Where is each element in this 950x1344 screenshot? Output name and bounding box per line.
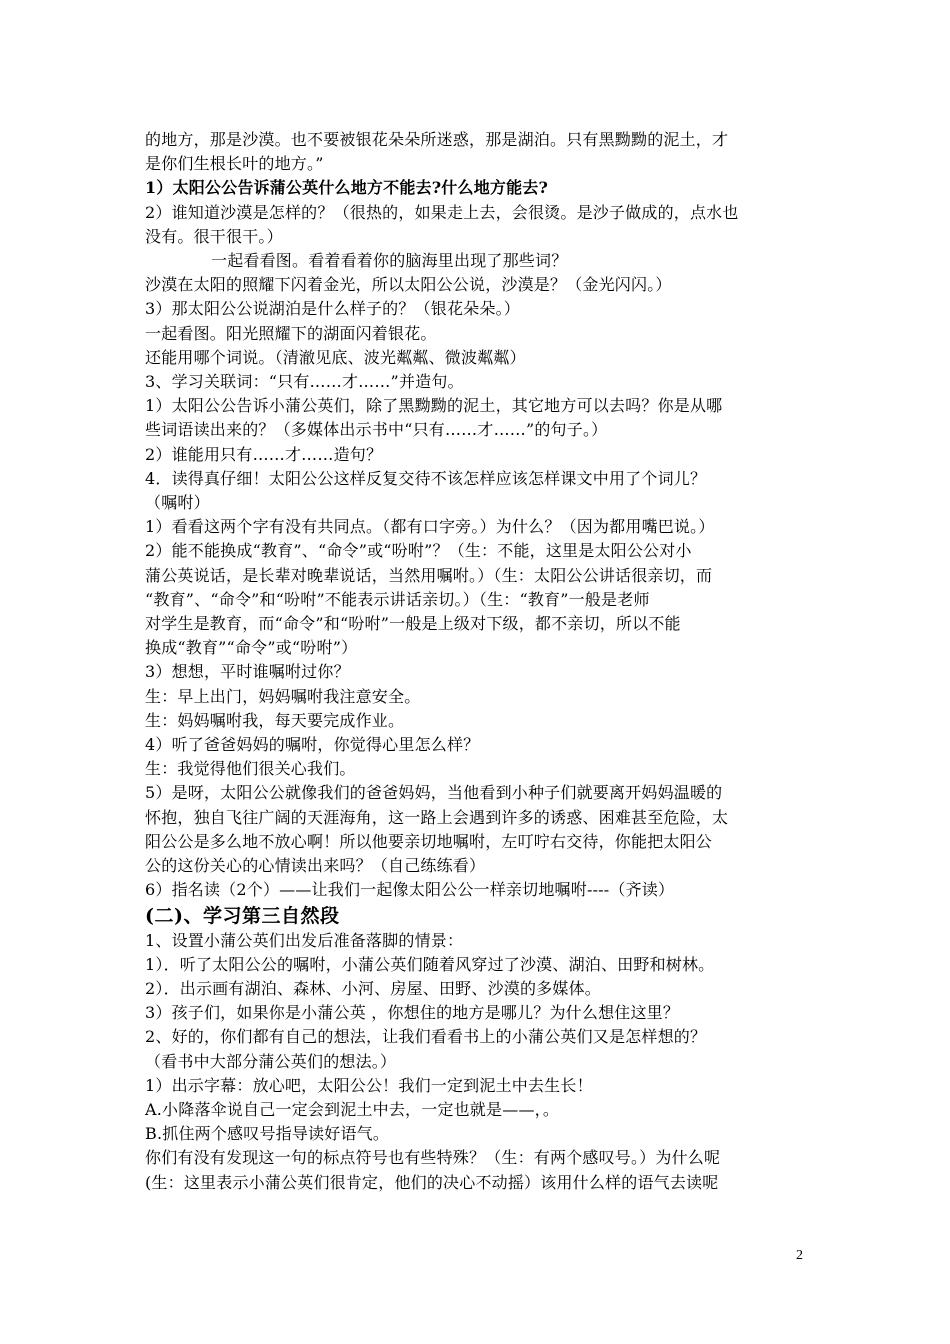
text-line: 怀抱，独自飞往广阔的天涯海角，这一路上会遇到许多的诱惑、困难甚至危险，太 bbox=[145, 807, 729, 827]
text-line: 1、设置小蒲公英们出发后准备落脚的情景： bbox=[145, 930, 464, 950]
text-line: 6）指名读（2个）——让我们一起像太阳公公一样亲切地嘱咐----（齐读） bbox=[145, 880, 675, 900]
text-line: （看书中大部分蒲公英们的想法。） bbox=[145, 1051, 397, 1071]
text-line: 是你们生根长叶的地方。” bbox=[145, 154, 324, 174]
text-line: 沙漠在太阳的照耀下闪着金光，所以太阳公公说，沙漠是？（金光闪闪。） bbox=[145, 275, 672, 295]
text-line: 3、学习关联词：“只有……才……”并造句。 bbox=[145, 372, 464, 392]
text-line: 换成“教育”“命令”或“吩咐”） bbox=[145, 638, 358, 658]
text-line: 3）想想，平时谁嘱咐过你？ bbox=[145, 662, 350, 682]
text-line: 1）太阳公公告诉小蒲公英们，除了黑黝黝的泥土，其它地方可以去吗？你是从哪 bbox=[145, 396, 723, 416]
text-line: A.小降落伞说自己一定会到泥土中去，一定也就是——，。 bbox=[145, 1099, 560, 1119]
section-heading: (二)、学习第三自然段 bbox=[145, 904, 340, 927]
text-line: 生：妈妈嘱咐我，每天要完成作业。 bbox=[145, 710, 405, 730]
text-line: 还能用哪个词说。（清澈见底、波光粼粼、微波粼粼） bbox=[145, 347, 526, 367]
text-line: 生：我觉得他们很关心我们。 bbox=[145, 759, 356, 779]
text-line: B.抓住两个感叹号指导读好语气。 bbox=[145, 1124, 390, 1144]
text-line: 2）谁能用只有……才……造句？ bbox=[145, 444, 383, 464]
text-line: 一起看图。阳光照耀下的湖面闪着银花。 bbox=[145, 323, 437, 343]
text-line: 2）谁知道沙漠是怎样的？（很热的，如果走上去，会很烫。是沙子做成的，点水也 bbox=[145, 202, 739, 222]
text-line: 1）看看这两个字有没有共同点。（都有口字旁。）为什么？（因为都用嘴巴说。） bbox=[145, 517, 715, 537]
text-line: 2、好的，你们都有自己的想法，让我们看看书上的小蒲公英们又是怎样想的？ bbox=[145, 1027, 707, 1047]
text-line: （嘱咐） bbox=[145, 493, 210, 513]
text-line: 3）孩子们，如果你是小蒲公英 ，你想住的地方是哪儿？为什么想住这里？ bbox=[145, 1003, 680, 1023]
text-line: “教育”、“命令”和“吩咐”不能表示讲话亲切。）（生：“教育”一般是老师 bbox=[145, 589, 650, 609]
text-line: 对学生是教育，而“命令”和“吩咐”一般是上级对下级，都不亲切，所以不能 bbox=[145, 614, 681, 634]
text-line: 4．读得真仔细！太阳公公这样反复交待不该怎样应该怎样课文中用了个词儿？ bbox=[145, 468, 707, 488]
text-line: 2）能不能换成“教育”、“命令”或“吩咐”？（生：不能，这里是太阳公公对小 bbox=[145, 541, 692, 561]
text-line: 1）．听了太阳公公的嘱咐，小蒲公英们随着风穿过了沙漠、湖泊、田野和树林。 bbox=[145, 954, 715, 974]
text-line: 的地方，那是沙漠。也不要被银花朵朵所迷惑，那是湖泊。只有黑黝黝的泥土，才 bbox=[145, 130, 729, 149]
text-line: 你们有没有发现这一句的标点符号也有些特殊？（生：有两个感叹号。）为什么呢 bbox=[145, 1148, 721, 1168]
text-line: 2）．出示画有湖泊、森林、小河、房屋、田野、沙漠的多媒体。 bbox=[145, 978, 601, 998]
text-line: 一起看看图。看着看着你的脑海里出现了那些词？ bbox=[211, 251, 568, 271]
text-line: 蒲公英说话，是长辈对晚辈说话，当然用嘱咐。）（生：太阳公公讲话很亲切，而 bbox=[145, 565, 713, 585]
text-line: 阳公公是多么地不放心啊！所以他要亲切地嘱咐，左叮咛右交待，你能把太阳公 bbox=[145, 831, 713, 851]
text-line: (生：这里表示小蒲公英们很肯定，他们的决心不动摇）该用什么样的语气去读呢 bbox=[145, 1172, 719, 1192]
text-line: 5）是呀，太阳公公就像我们的爸爸妈妈，当他看到小种子们就要离开妈妈温暖的 bbox=[145, 783, 723, 803]
text-line: 生：早上出门，妈妈嘱咐我注意安全。 bbox=[145, 686, 421, 706]
question-heading: 1）太阳公公告诉蒲公英什么地方不能去?什么地方能去? bbox=[145, 178, 549, 198]
document-body bbox=[145, 128, 815, 1195]
text-line: 1）出示字幕：放心吧，太阳公公！我们一定到泥土中去生长！ bbox=[145, 1075, 593, 1095]
text-line: 些词语读出来的？（多媒体出示书中“只有……才……”的句子。） bbox=[145, 420, 608, 440]
text-line: 没有。很干很干。） bbox=[145, 226, 283, 246]
text-line: 公的这份关心的心情读出来吗？（自己练练看） bbox=[145, 856, 486, 876]
text-line: 4）听了爸爸妈妈的嘱咐，你觉得心里怎么样？ bbox=[145, 735, 480, 755]
page-number: 2 bbox=[796, 1248, 803, 1263]
text-line: 3）那太阳公公说湖泊是什么样子的？（银花朵朵。） bbox=[145, 299, 520, 319]
